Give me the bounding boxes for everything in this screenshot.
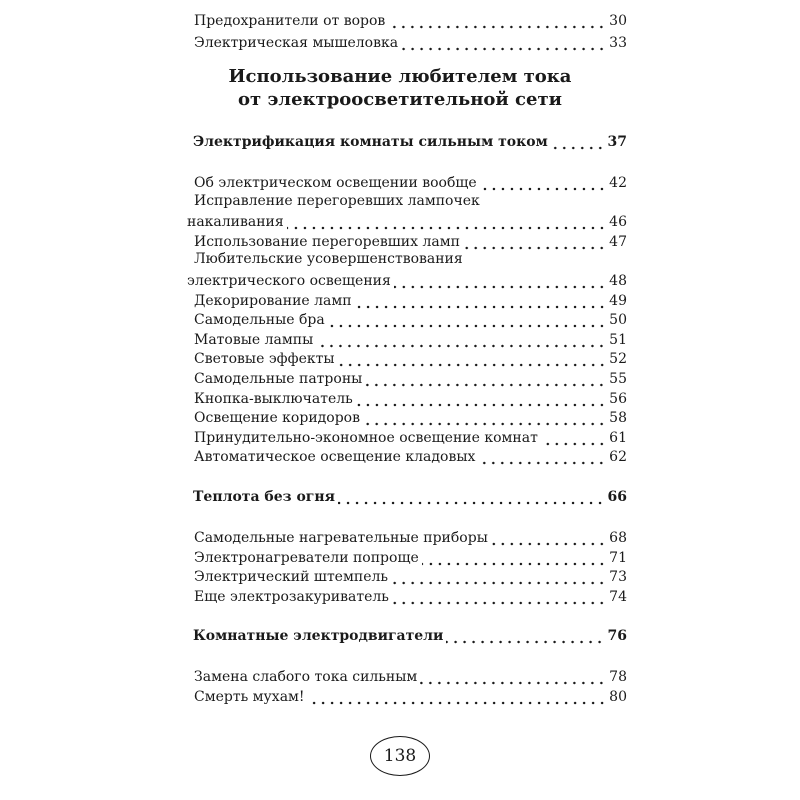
entry-title: Декорирование ламп xyxy=(194,292,352,309)
entry-page: 71 xyxy=(609,549,627,566)
entry-title: Электрификация комнаты сильным током xyxy=(193,134,548,150)
entry-page: 48 xyxy=(609,273,627,289)
toc-entry xyxy=(178,666,627,686)
entry-title: Комнатные электродвигатели xyxy=(193,628,444,645)
entry-title: Кнопка-выключатель xyxy=(194,390,353,407)
entry-title: Принудительно-экономное освещение комнат xyxy=(194,429,538,446)
entry-title: Теплота без огня xyxy=(193,489,335,505)
leader-dots xyxy=(308,688,607,706)
entry-title: Смерть мухам! xyxy=(194,689,305,705)
toc-entry xyxy=(178,172,627,192)
leader-dots xyxy=(422,549,606,567)
leader-dots xyxy=(420,668,606,686)
entry-page: 42 xyxy=(609,175,627,191)
entry-page: 50 xyxy=(609,312,627,329)
leader-dots xyxy=(355,292,607,310)
leader-dots xyxy=(401,34,606,52)
toc-entry xyxy=(178,10,627,30)
entry-title: электрического освещения xyxy=(187,273,391,289)
leader-dots xyxy=(551,133,605,151)
toc-chapter xyxy=(178,625,627,645)
entry-title: Электрическая мышеловка xyxy=(194,35,399,51)
leader-dots xyxy=(363,409,606,427)
leader-dots xyxy=(491,529,606,547)
entry-title: Световые эффекты xyxy=(194,351,335,368)
entry-page: 47 xyxy=(609,233,627,250)
leader-dots xyxy=(338,488,605,506)
toc-entry xyxy=(178,270,627,290)
entry-title: Замена слабого тока сильным xyxy=(194,669,418,686)
entry-title: Самодельные патроны xyxy=(194,371,363,387)
leader-dots xyxy=(338,350,607,368)
toc-entry xyxy=(178,231,627,251)
leader-dots xyxy=(392,588,606,606)
entry-page: 37 xyxy=(607,134,627,150)
entry-title: Электронагреватели попроще xyxy=(194,549,419,566)
toc-entry xyxy=(178,547,627,567)
toc-entry xyxy=(178,527,627,547)
entry-page: 51 xyxy=(609,331,627,348)
entry-page: 55 xyxy=(609,371,627,387)
entry-page: 58 xyxy=(609,410,627,427)
toc-entry xyxy=(178,309,627,329)
toc-entry xyxy=(178,32,627,52)
entry-page: 49 xyxy=(609,292,627,309)
leader-dots xyxy=(446,627,604,645)
toc-entry xyxy=(178,290,627,310)
entry-page: 52 xyxy=(609,351,627,368)
leader-dots xyxy=(463,233,606,251)
toc-entry xyxy=(178,348,627,368)
entry-page: 33 xyxy=(609,35,627,51)
toc-chapter xyxy=(178,131,627,151)
entry-page: 80 xyxy=(609,689,627,705)
entry-page: 76 xyxy=(607,628,627,645)
toc-entry xyxy=(178,566,627,586)
toc-entry xyxy=(178,211,627,231)
toc-entry xyxy=(178,686,627,706)
entry-title: Электрический штемпель xyxy=(194,569,388,586)
entry-page: 74 xyxy=(609,588,627,605)
entry-page: 46 xyxy=(609,214,627,231)
entry-page: 78 xyxy=(609,669,627,686)
entry-page: 73 xyxy=(609,569,627,586)
entry-page: 56 xyxy=(609,390,627,407)
toc-entry xyxy=(178,388,627,408)
entry-page: 61 xyxy=(609,429,627,446)
entry-page: 30 xyxy=(609,13,627,29)
entry-title: Предохранители от воров xyxy=(194,13,386,29)
entry-title: Еще электрозакуриватель xyxy=(194,588,389,605)
entry-page: 62 xyxy=(609,449,627,466)
entry-title: Самодельные бра xyxy=(194,312,325,329)
toc-entry xyxy=(178,407,627,427)
entry-title: Матовые лампы xyxy=(194,331,314,348)
entry-title: Автоматическое освещение кладовых xyxy=(194,449,476,466)
leader-dots xyxy=(287,213,606,231)
page-number: 138 xyxy=(370,736,430,776)
entry-title: Самодельные нагревательные приборы xyxy=(194,530,488,546)
leader-dots xyxy=(328,311,606,329)
entry-title: Освещение коридоров xyxy=(194,410,360,427)
toc-entry xyxy=(178,427,627,447)
leader-dots xyxy=(365,370,606,388)
toc-entry xyxy=(178,329,627,349)
entry-title: Об электрическом освещении вообще xyxy=(194,175,477,191)
leader-dots xyxy=(541,429,606,447)
entry-page: 66 xyxy=(607,489,627,505)
toc-entry-first-line: Исправление перегоревших лампочек xyxy=(194,192,480,209)
leader-dots xyxy=(478,448,606,466)
section-heading: от электроосветительной сети xyxy=(238,89,562,110)
leader-dots xyxy=(480,174,606,192)
toc-entry-first-line: Любительские усовершенствования xyxy=(194,251,463,268)
leader-dots xyxy=(394,272,606,290)
toc-chapter xyxy=(178,486,627,506)
toc-entry xyxy=(178,368,627,388)
leader-dots xyxy=(388,12,606,30)
section-heading: Использование любителем тока xyxy=(228,66,572,87)
toc-entry xyxy=(178,446,627,466)
entry-title: накаливания xyxy=(187,214,284,231)
leader-dots xyxy=(356,390,606,408)
toc-entry xyxy=(178,586,627,606)
entry-title: Использование перегоревших ламп xyxy=(194,233,460,250)
entry-page: 68 xyxy=(609,530,627,546)
leader-dots xyxy=(391,568,606,586)
leader-dots xyxy=(316,331,606,349)
